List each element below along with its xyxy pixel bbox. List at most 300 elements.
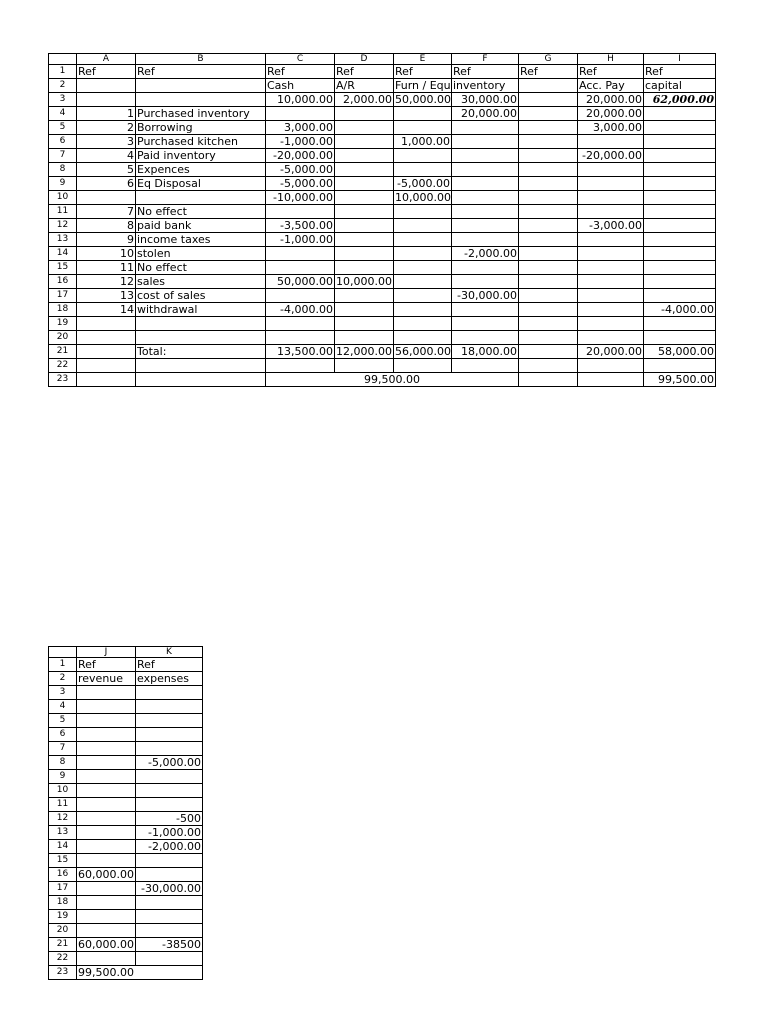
row-number: 10 — [49, 191, 77, 205]
cell-c: 50,000.00 — [266, 275, 335, 289]
revenue-expense-worksheet-page-2 — [48, 646, 203, 980]
cell-a: Ref — [77, 65, 136, 79]
cell-c — [266, 247, 335, 261]
table-row — [49, 854, 203, 868]
cell-h — [578, 275, 644, 289]
cell-e — [394, 233, 452, 247]
cell-a: 14 — [77, 303, 136, 317]
cell-c — [266, 359, 335, 373]
row-number: 11 — [49, 205, 77, 219]
cell-b: No effect — [136, 261, 266, 275]
table-row — [49, 107, 716, 121]
cell-k — [136, 924, 203, 938]
cell-b: income taxes — [136, 233, 266, 247]
cell-f: inventory — [452, 79, 519, 93]
cell-e: 10,000.00 — [395, 191, 451, 204]
grand-total-overflow: 99,500.00 — [77, 966, 203, 980]
cell-d: 2,000.00 — [335, 93, 394, 107]
table-row — [49, 373, 716, 387]
cell-c — [266, 205, 335, 219]
column-header-row — [49, 54, 716, 65]
cell-g — [519, 233, 578, 247]
table-row — [49, 700, 203, 714]
table-row — [49, 812, 203, 826]
cell-f — [452, 303, 519, 317]
cell-i — [644, 177, 716, 191]
cell-c: Cash — [266, 79, 335, 93]
table-row — [49, 303, 716, 317]
cell-h — [578, 331, 644, 345]
cell-h: Ref — [578, 65, 644, 79]
cell-b: Paid inventory — [136, 149, 266, 163]
cell-h: Acc. Pay — [578, 79, 644, 93]
cell-b — [136, 79, 266, 93]
cell-d: 12,000.00 — [336, 345, 392, 358]
row-number: 14 — [49, 247, 77, 261]
cell-a — [77, 345, 136, 359]
cell-b: No effect — [136, 205, 266, 219]
cell-d — [335, 219, 394, 233]
cell-g — [519, 261, 578, 275]
cell-i — [644, 149, 716, 163]
cell-i — [644, 359, 716, 373]
cell-a: 5 — [77, 163, 136, 177]
cell-j: 60,000.00 — [78, 938, 134, 951]
row-number: 22 — [49, 359, 77, 373]
cell-f — [452, 233, 519, 247]
cell-g — [519, 289, 578, 303]
column-header: E — [394, 54, 452, 65]
cell-j — [77, 700, 136, 714]
row-number: 23 — [49, 373, 77, 387]
cell-g — [519, 205, 578, 219]
table-row — [49, 714, 203, 728]
row-number: 9 — [49, 177, 77, 191]
cell-h — [578, 317, 644, 331]
row-number: 10 — [49, 784, 77, 798]
cell-e — [394, 289, 452, 303]
cell-f: 20,000.00 — [452, 107, 519, 121]
row-number: 1 — [49, 65, 77, 79]
table-row — [49, 275, 716, 289]
cell-e: Furn / Equ — [395, 79, 451, 92]
row-number: 21 — [49, 345, 77, 359]
cell-j — [77, 924, 136, 938]
cell-d: A/R — [335, 79, 394, 93]
cell-b: Borrowing — [136, 121, 266, 135]
table-row — [49, 135, 716, 149]
cell-i — [644, 331, 716, 345]
cell-b — [136, 191, 266, 205]
cell-g: Ref — [519, 65, 578, 79]
row-number: 11 — [49, 798, 77, 812]
cell-a: 4 — [77, 149, 136, 163]
cell-d — [335, 247, 394, 261]
column-header: K — [136, 647, 203, 658]
cell-h: 20,000.00 — [578, 93, 644, 107]
assets-grand-total: 99,500.00 — [266, 373, 519, 387]
cell-b: sales — [136, 275, 266, 289]
cell-b: paid bank — [136, 219, 266, 233]
cell-k — [136, 770, 203, 784]
cell-d — [335, 359, 394, 373]
table-row — [49, 966, 203, 980]
cell-h — [578, 359, 644, 373]
cell-e: 1,000.00 — [394, 135, 452, 149]
cell-a: 7 — [77, 205, 136, 219]
row-number: 22 — [49, 952, 77, 966]
cell-i — [644, 317, 716, 331]
cell-g — [519, 345, 578, 359]
column-header: C — [266, 54, 335, 65]
table-row — [49, 728, 203, 742]
row-number: 4 — [49, 107, 77, 121]
column-header: H — [578, 54, 644, 65]
cell-i: 62,000.00 — [644, 93, 716, 107]
cell-j — [77, 910, 136, 924]
cell-c: -5,000.00 — [266, 177, 335, 191]
cell-a: 6 — [77, 177, 136, 191]
cell-j — [77, 784, 136, 798]
cell-h — [578, 163, 644, 177]
cell-i: -4,000.00 — [644, 303, 716, 317]
table-row — [49, 149, 716, 163]
table-row — [49, 686, 203, 700]
cell-k — [136, 868, 203, 882]
cell-c: -4,000.00 — [266, 303, 335, 317]
table-row — [49, 233, 716, 247]
cell-k: -2,000.00 — [136, 840, 203, 854]
row-number: 16 — [49, 868, 77, 882]
cell-d — [335, 317, 394, 331]
cell-e: 50,000.00 — [395, 93, 451, 106]
cell-i — [644, 135, 716, 149]
cell-j: revenue — [77, 672, 136, 686]
cell-i — [644, 107, 716, 121]
table-row — [49, 345, 716, 359]
cell-g — [519, 177, 578, 191]
cell-f: 30,000.00 — [452, 93, 519, 107]
row-number: 20 — [49, 924, 77, 938]
row-number: 17 — [49, 289, 77, 303]
cell-j — [77, 952, 136, 966]
cell-g — [519, 219, 578, 233]
column-header: I — [644, 54, 716, 65]
cell-c: -10,000.00 — [266, 191, 335, 205]
cell-e — [394, 261, 452, 275]
cell-c: -1,000.00 — [266, 135, 335, 149]
row-number: 14 — [49, 840, 77, 854]
cell-a: 13 — [77, 289, 136, 303]
cell-a: 2 — [77, 121, 136, 135]
cell-j — [77, 756, 136, 770]
cell-f: 18,000.00 — [452, 345, 519, 359]
cell-i: capital — [644, 79, 716, 93]
cell-g — [519, 275, 578, 289]
column-header: G — [519, 54, 578, 65]
row-number: 9 — [49, 770, 77, 784]
cell-e — [394, 317, 452, 331]
cell-k: expenses — [136, 672, 203, 686]
cell-h — [578, 261, 644, 275]
table-row — [49, 784, 203, 798]
cell-k — [136, 742, 203, 756]
cell-k — [136, 854, 203, 868]
table-row — [49, 770, 203, 784]
cell-a — [77, 331, 136, 345]
cell-e — [394, 163, 452, 177]
cell-k — [136, 896, 203, 910]
table-row — [49, 317, 716, 331]
row-number: 6 — [49, 135, 77, 149]
cell-j — [77, 854, 136, 868]
table-row — [49, 289, 716, 303]
cell-d: 10,000.00 — [336, 275, 392, 288]
cell-a: 8 — [77, 219, 136, 233]
table-row — [49, 672, 203, 686]
row-number: 12 — [49, 812, 77, 826]
cell-k — [136, 798, 203, 812]
row-number: 1 — [49, 658, 77, 672]
cell-h — [578, 191, 644, 205]
cell-a — [77, 93, 136, 107]
cell-e: 56,000.00 — [395, 345, 451, 358]
row-number: 8 — [49, 163, 77, 177]
cell-c — [266, 317, 335, 331]
row-number: 4 — [49, 700, 77, 714]
cell-k — [136, 910, 203, 924]
row-number: 7 — [49, 149, 77, 163]
cell-b: Total: — [136, 345, 266, 359]
column-header: D — [335, 54, 394, 65]
cell-e — [394, 205, 452, 219]
cell-f: -2,000.00 — [452, 247, 519, 261]
table-row — [49, 177, 716, 191]
cell-a: 1 — [77, 107, 136, 121]
cell-j — [77, 896, 136, 910]
cell-h: 20,000.00 — [578, 345, 644, 359]
cell-c: -20,000.00 — [266, 149, 335, 163]
table-row — [49, 261, 716, 275]
row-number: 15 — [49, 854, 77, 868]
table-row — [49, 191, 716, 205]
cell-e — [394, 303, 452, 317]
table-row — [49, 868, 203, 882]
cell-b: stolen — [136, 247, 266, 261]
cell-h: -3,000.00 — [578, 219, 644, 233]
cell-c: Ref — [266, 65, 335, 79]
cell-j — [77, 714, 136, 728]
cell-k — [136, 714, 203, 728]
table-row — [49, 359, 716, 373]
cell-a: 9 — [77, 233, 136, 247]
cell-i — [644, 163, 716, 177]
cell-f — [452, 275, 519, 289]
cell-i — [644, 289, 716, 303]
cell-g — [519, 247, 578, 261]
column-header: J — [77, 647, 136, 658]
row-number: 21 — [49, 938, 77, 952]
cell-g — [519, 121, 578, 135]
cell-c — [266, 289, 335, 303]
cell-d — [335, 261, 394, 275]
cell-d — [335, 289, 394, 303]
cell-a: 3 — [77, 135, 136, 149]
cell-c: 3,000.00 — [266, 121, 335, 135]
row-number: 5 — [49, 714, 77, 728]
table-row — [49, 798, 203, 812]
cell-d — [335, 331, 394, 345]
cell-b: Purchased kitchen — [136, 135, 266, 149]
cell-i — [644, 205, 716, 219]
cell-h — [578, 289, 644, 303]
cell-i — [644, 233, 716, 247]
table-row — [49, 331, 716, 345]
cell-k — [136, 784, 203, 798]
cell-h — [578, 205, 644, 219]
cell-j: 60,000.00 — [78, 868, 134, 881]
cell-j — [77, 812, 136, 826]
cell-j — [77, 728, 136, 742]
cell-f — [452, 135, 519, 149]
row-number: 8 — [49, 756, 77, 770]
cell-k: Ref — [136, 658, 203, 672]
cell-b — [136, 359, 266, 373]
table-row — [49, 205, 716, 219]
cell-i — [644, 219, 716, 233]
table-row — [49, 247, 716, 261]
cell-e — [394, 149, 452, 163]
cell-h: 20,000.00 — [578, 107, 644, 121]
cell-f — [452, 163, 519, 177]
cell-b: cost of sales — [136, 289, 266, 303]
cell-b: Eq Disposal — [136, 177, 266, 191]
cell-d — [335, 163, 394, 177]
row-number: 19 — [49, 317, 77, 331]
cell-i — [644, 121, 716, 135]
cell-j — [77, 742, 136, 756]
column-header-row — [49, 647, 203, 658]
column-header: B — [136, 54, 266, 65]
row-number: 6 — [49, 728, 77, 742]
cell-d — [335, 135, 394, 149]
table-row — [49, 924, 203, 938]
cell-a: 10 — [77, 247, 136, 261]
cell-e: Ref — [394, 65, 452, 79]
row-number: 13 — [49, 826, 77, 840]
cell-d — [335, 205, 394, 219]
cell-k: -30,000.00 — [136, 882, 203, 896]
cell-c — [266, 331, 335, 345]
cell-b — [136, 93, 266, 107]
cell-e — [394, 331, 452, 345]
cell-h — [578, 233, 644, 247]
table-row — [49, 79, 716, 93]
cell-a: 11 — [77, 261, 136, 275]
cell-h — [578, 247, 644, 261]
cell-k — [136, 952, 203, 966]
row-number: 13 — [49, 233, 77, 247]
row-number: 2 — [49, 672, 77, 686]
row-number: 7 — [49, 742, 77, 756]
row-number: 5 — [49, 121, 77, 135]
cell-a — [77, 317, 136, 331]
cell-b: Expences — [136, 163, 266, 177]
row-number: 12 — [49, 219, 77, 233]
cell-k: -500 — [136, 812, 203, 826]
cell-f — [452, 359, 519, 373]
column-header: A — [77, 54, 136, 65]
cell-k — [136, 686, 203, 700]
cell-h — [578, 177, 644, 191]
cell-a: 12 — [77, 275, 136, 289]
cell-c — [266, 107, 335, 121]
cell-g — [519, 149, 578, 163]
cell-f — [452, 191, 519, 205]
cell-g — [519, 93, 578, 107]
cell-g — [519, 163, 578, 177]
row-number: 20 — [49, 331, 77, 345]
cell-d — [335, 149, 394, 163]
row-number: 2 — [49, 79, 77, 93]
cell-g — [519, 107, 578, 121]
cell-d — [335, 177, 394, 191]
cell-g — [519, 191, 578, 205]
cell-g — [519, 373, 578, 387]
cell-e — [394, 219, 452, 233]
table-row — [49, 882, 203, 896]
column-header — [49, 647, 77, 658]
cell-j — [77, 840, 136, 854]
cell-g — [519, 303, 578, 317]
cell-k — [136, 728, 203, 742]
row-number: 3 — [49, 93, 77, 107]
cell-e — [394, 275, 452, 289]
cell-h — [578, 303, 644, 317]
row-number: 18 — [49, 303, 77, 317]
row-number: 17 — [49, 882, 77, 896]
balance-worksheet-page-1 — [48, 53, 716, 387]
cell-c: 10,000.00 — [266, 93, 335, 107]
cell-i — [644, 275, 716, 289]
table-row — [49, 742, 203, 756]
cell-d — [335, 303, 394, 317]
table-row — [49, 840, 203, 854]
cell-e — [394, 121, 452, 135]
table-row — [49, 121, 716, 135]
cell-b: Ref — [136, 65, 266, 79]
table-row — [49, 93, 716, 107]
cell-j — [77, 798, 136, 812]
cell-d — [335, 107, 394, 121]
cell-c: 13,500.00 — [266, 345, 335, 359]
table-row — [49, 910, 203, 924]
cell-b: Purchased inventory — [136, 107, 266, 121]
cell-b: withdrawal — [136, 303, 266, 317]
row-number: 18 — [49, 896, 77, 910]
cell-d — [335, 121, 394, 135]
cell-g — [519, 331, 578, 345]
cell-g — [519, 79, 578, 93]
cell-a — [77, 79, 136, 93]
cell-f: Ref — [452, 65, 519, 79]
table-row — [49, 952, 203, 966]
cell-j — [77, 770, 136, 784]
cell-g — [519, 135, 578, 149]
cell-f — [452, 261, 519, 275]
cell-k: -1,000.00 — [136, 826, 203, 840]
cell-b — [136, 317, 266, 331]
